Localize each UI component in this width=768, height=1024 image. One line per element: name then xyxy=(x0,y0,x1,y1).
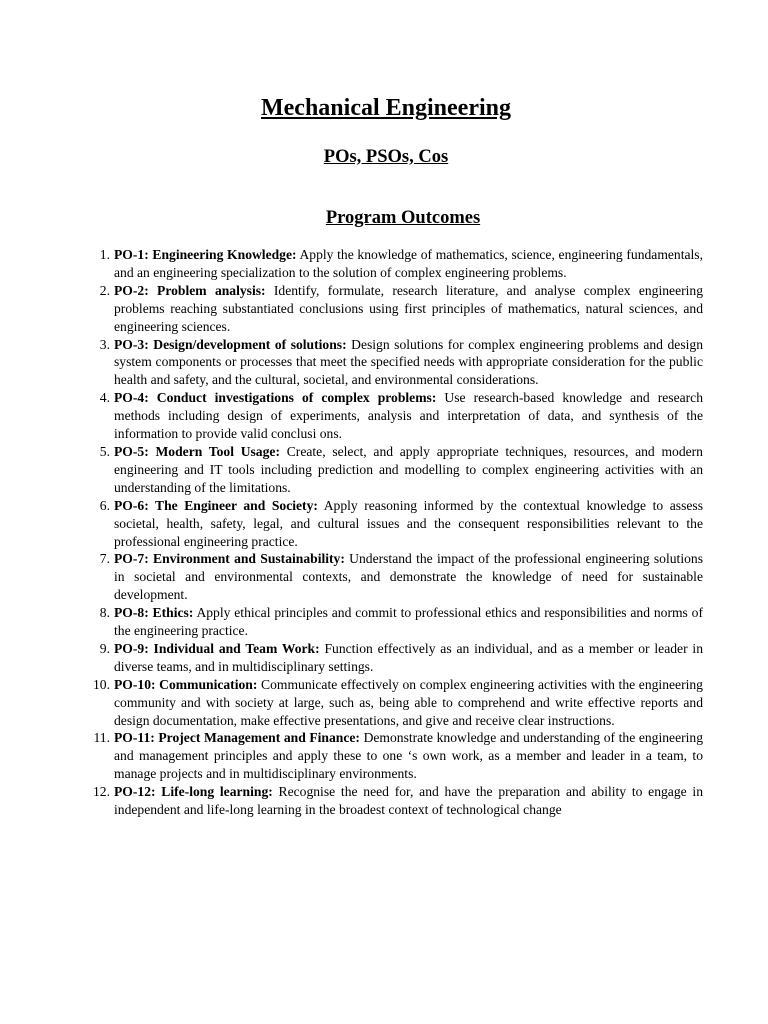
outcome-number: 8. xyxy=(99,605,110,621)
outcome-item-6 xyxy=(82,497,703,551)
outcome-number: 5. xyxy=(99,443,110,459)
outcome-number: 9. xyxy=(99,640,110,656)
outcome-description: Apply reasoning informed by the contextual knowledge to assess societal, health, safety, legal, and cultural issues and the consequent responsibilities relevant to the professional engineering practice. xyxy=(114,497,703,549)
outcome-number: 11. xyxy=(93,730,110,746)
outcome-number: 3. xyxy=(99,336,110,352)
outcome-item-5 xyxy=(82,443,703,497)
outcome-term: PO-6: The Engineer and Society: xyxy=(114,497,318,513)
document-title: Mechanical Engineering xyxy=(261,95,511,121)
outcome-term: PO-10: Communication: xyxy=(114,676,258,692)
outcome-description: Identify, formulate, research literature, and analyse complex engineering problems reaching substantiated conclusions using first principles of mathematics, natural sciences, and engineering sciences. xyxy=(114,282,704,334)
section-heading: Program Outcomes xyxy=(325,208,481,228)
outcome-item-1 xyxy=(82,246,703,282)
document-subtitle: POs, PSOs, Cos xyxy=(323,147,449,167)
outcome-number: 1. xyxy=(99,247,110,262)
outcome-description: Use research-based knowledge and research methods including design of experiments, analysis and interpretation of data, and synthesis of the information to provide valid conclusi ons. xyxy=(114,390,704,442)
outcome-number: 4. xyxy=(99,390,110,406)
outcome-description: Design solutions for complex engineering problems and design system components or processes that meet the specified needs with appropriate consideration for the public health and safety, and the cultural, societal, and environmental considerations. xyxy=(114,336,703,388)
outcome-number: 7. xyxy=(99,551,110,567)
outcome-description: Function effectively as an individual, and as a member or leader in diverse teams, and in multidisciplinary settings. xyxy=(114,640,704,674)
outcome-item-10 xyxy=(82,676,703,730)
outcome-item-9 xyxy=(82,640,703,676)
outcome-number: 12. xyxy=(93,784,110,800)
outcome-term: PO-12: Life-long learning: xyxy=(114,784,273,800)
outcome-term: PO-11: Project Management and Finance: xyxy=(114,730,360,746)
program-outcomes-list xyxy=(82,246,703,819)
outcome-description: Communicate effectively on complex engineering activities with the engineering community and with society at large, such as, being able to comprehend and write effective reports and design documentation, make effective presentations, and give and receive clear instructions. xyxy=(114,676,703,728)
outcome-number: 2. xyxy=(99,282,110,298)
outcome-description: Apply ethical principles and commit to professional ethics and responsibilities and norms of the engineering practice. xyxy=(114,605,703,639)
outcome-description: Recognise the need for, and have the preparation and ability to engage in independent and life-long learning in the broadest context of technological change xyxy=(114,784,704,818)
outcome-term: PO-4: Conduct investigations of complex problems: xyxy=(114,390,437,406)
outcome-item-2 xyxy=(82,282,703,336)
outcome-item-12 xyxy=(82,783,703,819)
outcome-number: 10. xyxy=(93,676,110,692)
outcome-term: PO-1: Engineering Knowledge: xyxy=(114,247,297,262)
outcome-description: Create, select, and apply appropriate techniques, resources, and modern engineering and IT tools including prediction and modelling to complex engineering activities with an understanding of the limitations. xyxy=(114,443,703,495)
outcome-term: PO-2: Problem analysis: xyxy=(114,282,266,298)
outcome-term: PO-5: Modern Tool Usage: xyxy=(114,443,280,459)
outcome-item-4 xyxy=(82,389,703,443)
outcome-term: PO-3: Design/development of solutions: xyxy=(114,336,347,352)
outcome-term: PO-7: Environment and Sustainability: xyxy=(114,551,345,567)
outcome-description: Apply the knowledge of mathematics, science, engineering fundamentals, and an engineering specialization to the solution of complex engineering problems. xyxy=(114,247,704,280)
outcome-number: 6. xyxy=(99,497,110,513)
outcome-item-7 xyxy=(82,550,703,604)
outcome-item-3 xyxy=(82,336,703,390)
outcome-description: Demonstrate knowledge and understanding of the engineering and management principles and apply these to one ‘s own work, as a member and leader in a team, to manage projects and in multidisciplinary environments. xyxy=(114,730,703,782)
outcome-term: PO-8: Ethics: xyxy=(114,605,194,621)
outcome-item-8 xyxy=(82,604,703,640)
outcome-item-11 xyxy=(82,729,703,783)
outcome-description: Understand the impact of the professional engineering solutions in societal and environmental contexts, and demonstrate the knowledge of need for sustainable development. xyxy=(114,551,703,603)
outcome-term: PO-9: Individual and Team Work: xyxy=(114,640,320,656)
